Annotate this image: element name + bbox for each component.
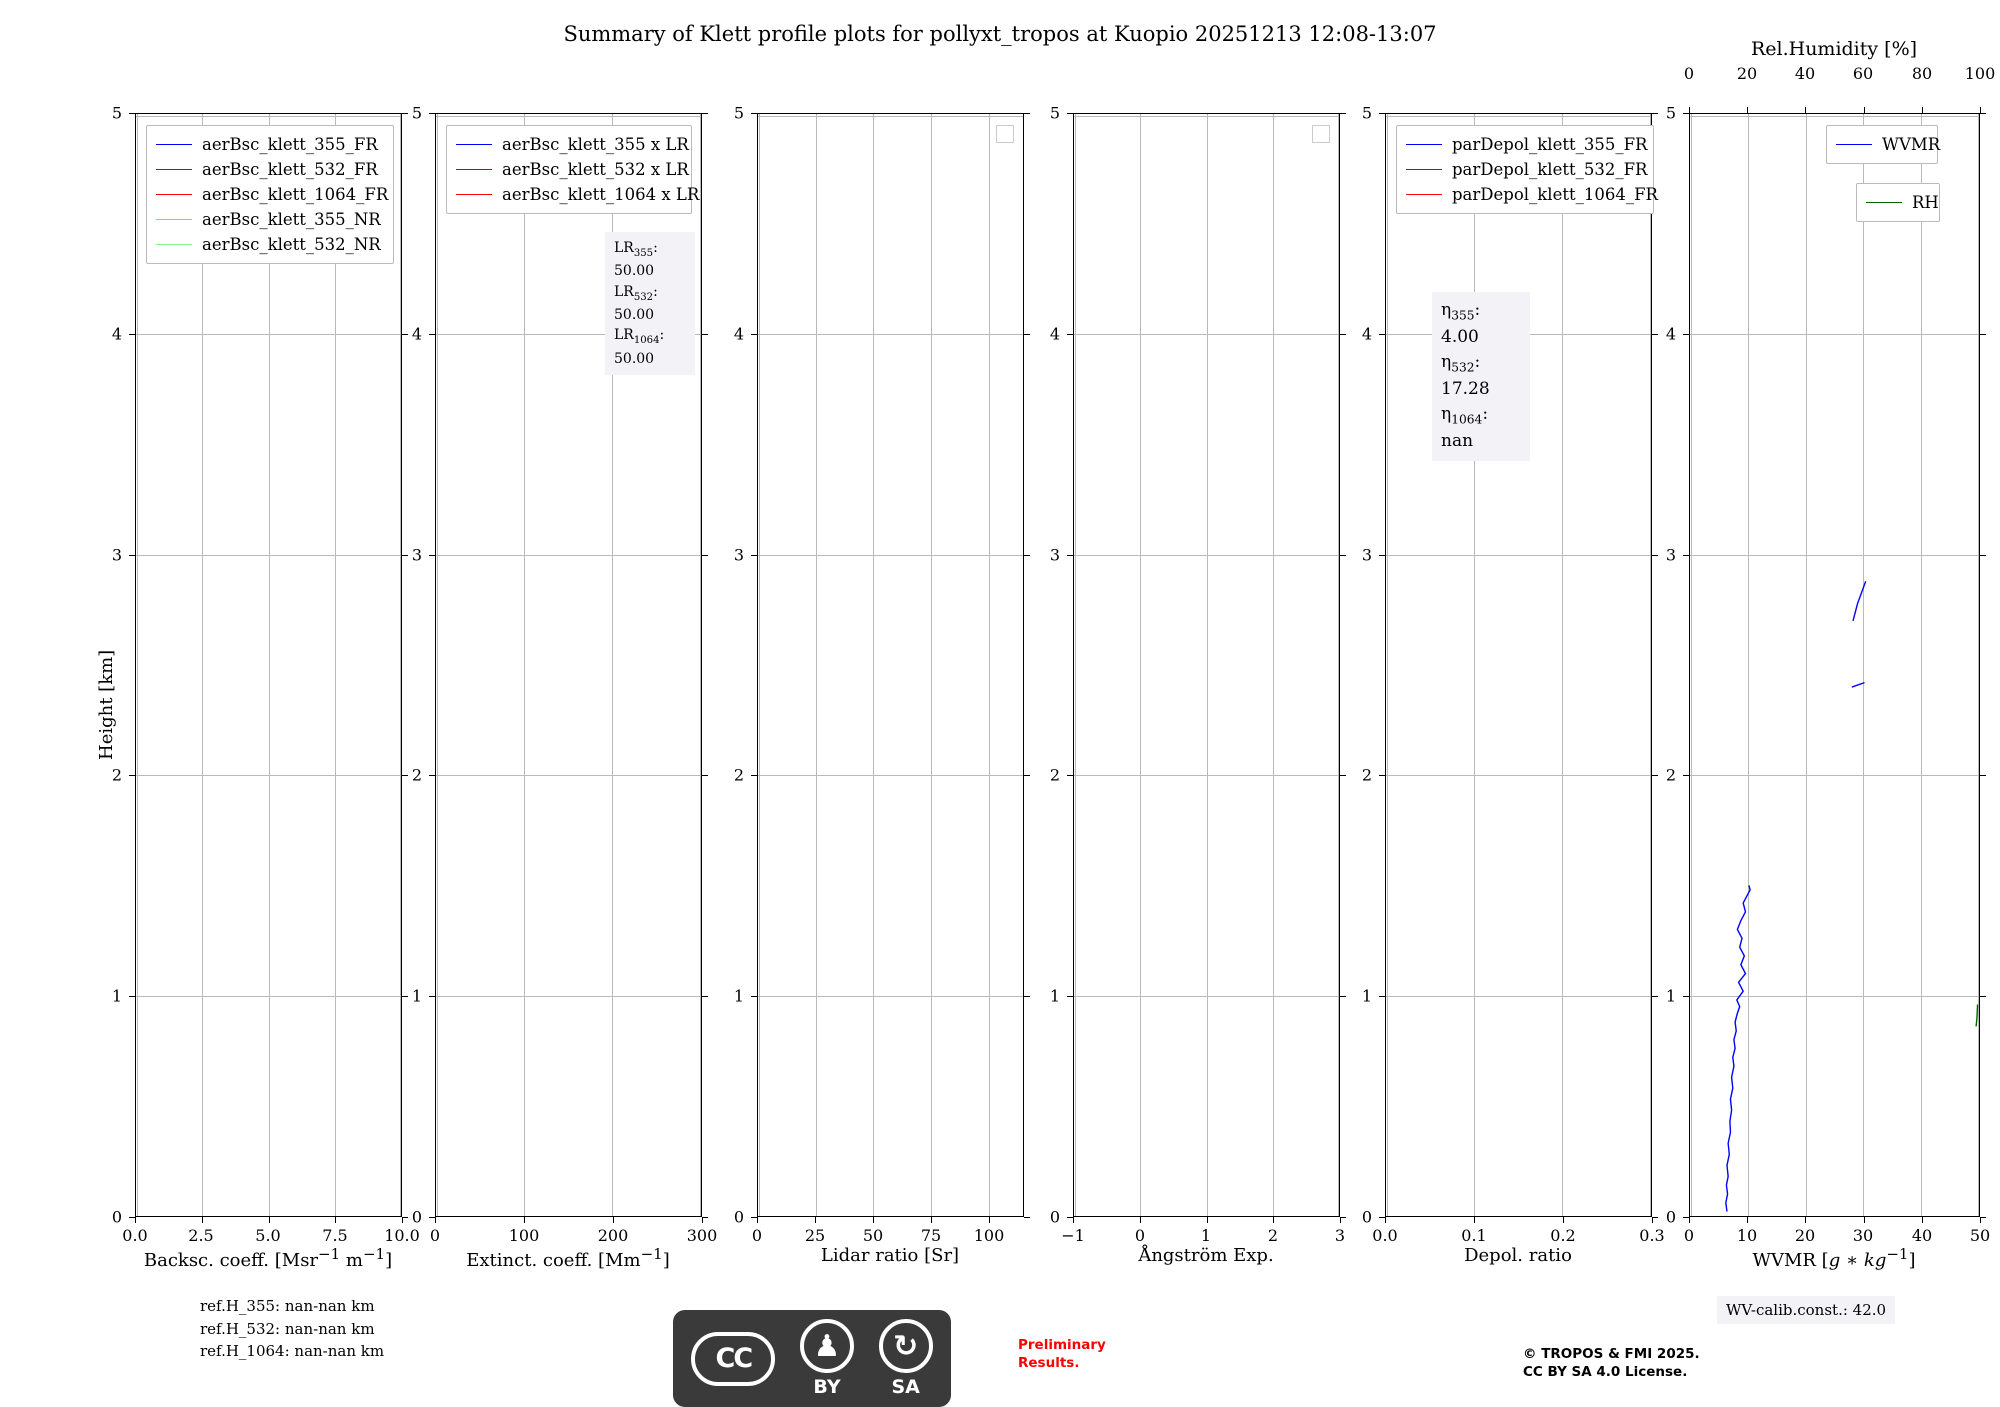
lr-1064-name: LR	[614, 327, 634, 344]
eta-355-name: η	[1441, 300, 1452, 320]
legend-item[interactable]	[156, 207, 384, 232]
eta-1064-value: : nan	[1441, 404, 1489, 452]
cc-logo-icon: CC	[691, 1332, 775, 1386]
legend-label: aerBsc_klett_355 x LR	[502, 135, 689, 154]
plot-area-backscatter	[135, 113, 402, 1217]
ytick-panel5-3: 3	[1361, 545, 1372, 565]
ytick-panel2-4: 4	[411, 324, 422, 344]
legend-item[interactable]	[456, 132, 689, 157]
lr-355-name: LR	[614, 240, 634, 256]
legend-item[interactable]	[456, 157, 689, 182]
xtick-backscatter-4: 10.0	[384, 1226, 420, 1245]
ytick-panel5-0: 0	[1361, 1207, 1372, 1227]
legend-item[interactable]	[1866, 190, 1939, 215]
series-lidar-ratio	[758, 114, 1023, 1216]
legend-wvmr[interactable]	[1826, 125, 1941, 164]
series-wvmr	[1690, 114, 1979, 1216]
ytick-panel5-2: 2	[1361, 765, 1372, 785]
xtick-wvmr-4: 40	[1911, 1226, 1933, 1245]
xtick-angstrom-4: 3	[1334, 1226, 1346, 1245]
xtick-rh-1: 20	[1736, 64, 1758, 83]
plot-area-lidar-ratio	[757, 113, 1024, 1217]
lr-line-1064	[614, 325, 686, 369]
legend-line-icon	[1406, 144, 1442, 145]
xtick-rh-0: 0	[1683, 64, 1695, 83]
eta-532-name: η	[1441, 352, 1452, 373]
legend-label: aerBsc_klett_1064_FR	[202, 185, 389, 204]
ytick-panel4-5: 5	[1049, 103, 1060, 123]
ytick-panel4-3: 3	[1049, 545, 1060, 565]
eta-annotation	[1432, 292, 1530, 461]
eta-1064-name: η	[1441, 404, 1452, 425]
eta-1064-sub: 1064	[1451, 412, 1483, 427]
xtick-angstrom-0: −1	[1061, 1226, 1085, 1245]
lr-1064-value: : 50.00	[614, 327, 665, 367]
ytick-panel4-4: 4	[1049, 324, 1060, 344]
xtick-wvmr-5: 50	[1969, 1226, 1991, 1245]
ytick-panel2-3: 3	[411, 545, 422, 565]
legend-label: RH	[1912, 193, 1939, 212]
legend-rh[interactable]	[1856, 183, 1940, 222]
eta-355-sub: 355	[1451, 308, 1475, 323]
series-depol	[1386, 114, 1651, 1216]
cc-sa-label: SA	[891, 1376, 920, 1398]
lr-532-value: : 50.00	[614, 283, 658, 324]
panel-lidar-ratio	[757, 113, 1024, 1217]
xtick-rh-4: 80	[1911, 64, 1933, 83]
ytick-panel4-1: 1	[1049, 986, 1060, 1006]
xtick-lidar-3: 75	[920, 1226, 942, 1245]
legend-line-icon	[1406, 194, 1442, 195]
xlabel-backscatter-text: Backsc. coeff. [Msr$^{-1}$ $m^{-1}$]	[143, 1245, 393, 1271]
legend-line-icon	[456, 144, 492, 145]
person-icon: ♟	[800, 1319, 854, 1373]
xtick-wvmr-0: 0	[1683, 1226, 1695, 1245]
xtick-extinction-2: 200	[597, 1226, 629, 1245]
ytick-2: 2	[111, 765, 122, 785]
legend-label: aerBsc_klett_355_FR	[202, 135, 378, 154]
xlabel-lidar-ratio: Lidar ratio [Sr]	[820, 1245, 960, 1266]
ytick-panel6-1: 1	[1665, 986, 1676, 1006]
preliminary-notice	[1018, 1336, 1106, 1372]
legend-item[interactable]	[1836, 132, 1941, 157]
share-alike-icon: ↻	[879, 1319, 933, 1373]
ytick-panel6-5: 5	[1665, 103, 1676, 123]
legend-label: aerBsc_klett_532_FR	[202, 160, 378, 179]
legend-line-icon	[156, 194, 192, 195]
xtick-lidar-4: 100	[973, 1226, 1005, 1245]
legend-label: aerBsc_klett_1064 x LR	[502, 185, 700, 204]
xtick-rh-2: 40	[1794, 64, 1816, 83]
ytick-panel3-4: 4	[733, 324, 744, 344]
ytick-3: 3	[111, 545, 122, 565]
eta-line-1064	[1441, 402, 1521, 454]
xlabel-depol: Depol. ratio	[1464, 1245, 1572, 1266]
preliminary-line-2: Results.	[1018, 1355, 1080, 1372]
legend-backscatter[interactable]	[146, 125, 394, 264]
panel-angstrom	[1073, 113, 1340, 1217]
ytick-panel6-4: 4	[1665, 324, 1676, 344]
xtick-rh-3: 60	[1852, 64, 1874, 83]
ytick-panel6-2: 2	[1665, 765, 1676, 785]
panel-depol	[1385, 113, 1652, 1217]
y-axis-label: Height [km]	[96, 649, 117, 760]
legend-line-icon	[1406, 169, 1442, 170]
lr-355-value: : 50.00	[614, 240, 658, 280]
xtick-lidar-0: 0	[751, 1226, 763, 1245]
xtick-lidar-1: 25	[804, 1226, 826, 1245]
xlabel-wvmr-text: WVMR [g ∗ $kg^{-1}$]	[1752, 1245, 1916, 1271]
ytick-4: 4	[111, 324, 122, 344]
plot-area-depol	[1385, 113, 1652, 1217]
plot-area-wvmr	[1689, 113, 1980, 1217]
preliminary-line-1: Preliminary	[1018, 1337, 1106, 1353]
xlabel-wvmr	[1752, 1245, 1915, 1271]
lidar-ratio-annotation	[605, 232, 695, 375]
ytick-panel2-5: 5	[411, 103, 422, 123]
legend-item[interactable]	[156, 232, 384, 257]
xtick-backscatter-0: 0.0	[122, 1226, 148, 1245]
ytick-panel2-0: 0	[411, 1207, 422, 1227]
legend-item[interactable]	[156, 132, 384, 157]
ytick-panel6-0: 0	[1665, 1207, 1676, 1227]
panel-backscatter	[135, 113, 402, 1217]
xtick-angstrom-2: 1	[1200, 1226, 1212, 1245]
legend-line-icon	[1836, 144, 1872, 145]
legend-label: aerBsc_klett_532 x LR	[502, 160, 689, 179]
xtick-backscatter-2: 5.0	[255, 1226, 281, 1245]
legend-item[interactable]	[1406, 157, 1648, 182]
ytick-panel4-2: 2	[1049, 765, 1060, 785]
eta-532-value: : 17.28	[1441, 352, 1490, 399]
legend-line-icon	[156, 244, 192, 245]
ytick-1: 1	[111, 986, 122, 1006]
legend-line-icon	[456, 169, 492, 170]
xlabel-backscatter	[144, 1245, 392, 1271]
legend-line-icon	[456, 194, 492, 195]
legend-depol[interactable]	[1396, 125, 1658, 214]
ytick-0: 0	[111, 1207, 122, 1227]
ytick-panel5-5: 5	[1361, 103, 1372, 123]
eta-line-532	[1441, 350, 1521, 402]
ytick-panel5-4: 4	[1361, 324, 1372, 344]
xtick-depol-2: 0.2	[1550, 1226, 1576, 1245]
ytick-panel3-1: 1	[733, 986, 744, 1006]
legend-item[interactable]	[1406, 182, 1658, 207]
legend-label: aerBsc_klett_532_NR	[202, 235, 381, 254]
ytick-5: 5	[111, 103, 122, 123]
ytick-panel3-5: 5	[733, 103, 744, 123]
legend-label: parDepol_klett_532_FR	[1452, 160, 1648, 179]
panel-wvmr	[1689, 113, 1980, 1217]
legend-line-icon	[156, 219, 192, 220]
cc-by-label: BY	[813, 1376, 841, 1398]
ytick-panel5-1: 1	[1361, 986, 1372, 1006]
cc-mark	[691, 1332, 775, 1386]
xtick-extinction-3: 300	[686, 1226, 718, 1245]
lr-line-532	[614, 282, 686, 326]
page-title: Summary of Klett profile plots for pollyxt_tropos at Kuopio 20251213 12:08-13:07	[563, 22, 1437, 46]
cc-by	[800, 1319, 854, 1398]
xlabel-extinction	[466, 1245, 669, 1271]
wv-calibration-constant: WV-calib.const.: 42.0	[1717, 1296, 1895, 1324]
legend-label: parDepol_klett_355_FR	[1452, 135, 1648, 154]
xtick-wvmr-3: 30	[1852, 1226, 1874, 1245]
xtick-depol-3: 0.3	[1639, 1226, 1665, 1245]
ytick-panel2-1: 1	[411, 986, 422, 1006]
eta-532-sub: 532	[1451, 360, 1475, 375]
toplabel-rh: Rel.Humidity [%]	[1750, 38, 1918, 60]
eta-line-355	[1441, 298, 1521, 350]
reference-heights	[200, 1295, 384, 1363]
ref-h-1064: ref.H_1064: nan-nan km	[200, 1342, 385, 1360]
legend-extinction[interactable]	[446, 125, 700, 214]
legend-label: WVMR	[1882, 135, 1941, 154]
eta-355-value: : 4.00	[1441, 300, 1481, 347]
series-backscatter	[136, 114, 401, 1216]
xtick-extinction-0: 0	[429, 1226, 441, 1245]
plot-area-angstrom	[1073, 113, 1340, 1217]
legend-line-icon	[156, 169, 192, 170]
xtick-angstrom-1: 0	[1134, 1226, 1146, 1245]
legend-item[interactable]	[456, 182, 700, 207]
ytick-panel6-3: 3	[1665, 545, 1676, 565]
xtick-extinction-1: 100	[508, 1226, 540, 1245]
ytick-panel4-0: 0	[1049, 1207, 1060, 1227]
ytick-panel3-0: 0	[733, 1207, 744, 1227]
xtick-wvmr-2: 20	[1794, 1226, 1816, 1245]
xtick-depol-0: 0.0	[1372, 1226, 1398, 1245]
xlabel-extinction-text: Extinct. coeff. $[Mm^{-1}]$	[466, 1245, 670, 1271]
legend-angstrom-empty[interactable]	[1312, 125, 1330, 143]
copyright-notice	[1523, 1345, 1700, 1381]
lr-532-sub: 532	[633, 291, 654, 303]
legend-item[interactable]	[156, 157, 384, 182]
legend-line-icon	[1866, 202, 1902, 203]
cc-license-badge	[673, 1310, 951, 1407]
lr-355-sub: 355	[633, 247, 654, 259]
xlabel-angstrom: Ångström Exp.	[1138, 1245, 1274, 1266]
xtick-backscatter-3: 7.5	[322, 1226, 348, 1245]
ytick-panel3-3: 3	[733, 545, 744, 565]
xtick-lidar-2: 50	[862, 1226, 884, 1245]
copyright-line-1: © TROPOS & FMI 2025.	[1523, 1346, 1700, 1362]
legend-lidar-ratio-empty[interactable]	[996, 125, 1014, 143]
xtick-depol-1: 0.1	[1461, 1226, 1487, 1245]
copyright-line-2: CC BY SA 4.0 License.	[1523, 1364, 1688, 1381]
legend-label: aerBsc_klett_355_NR	[202, 210, 381, 229]
cc-sa	[879, 1319, 933, 1398]
legend-line-icon	[156, 144, 192, 145]
legend-item[interactable]	[1406, 132, 1648, 157]
ytick-panel3-2: 2	[733, 765, 744, 785]
xtick-wvmr-1: 10	[1736, 1226, 1758, 1245]
ref-h-532: ref.H_532: nan-nan km	[200, 1319, 375, 1338]
ref-h-355: ref.H_355: nan-nan km	[200, 1297, 375, 1315]
ytick-panel2-2: 2	[411, 765, 422, 785]
lr-line-355	[614, 238, 686, 282]
xtick-backscatter-1: 2.5	[188, 1226, 214, 1245]
legend-label: parDepol_klett_1064_FR	[1452, 185, 1658, 204]
legend-item[interactable]	[156, 182, 389, 207]
lr-532-name: LR	[614, 283, 634, 300]
xtick-rh-5: 100	[1964, 64, 1996, 83]
lr-1064-sub: 1064	[633, 335, 660, 347]
xtick-angstrom-3: 2	[1267, 1226, 1279, 1245]
series-angstrom	[1074, 114, 1339, 1216]
